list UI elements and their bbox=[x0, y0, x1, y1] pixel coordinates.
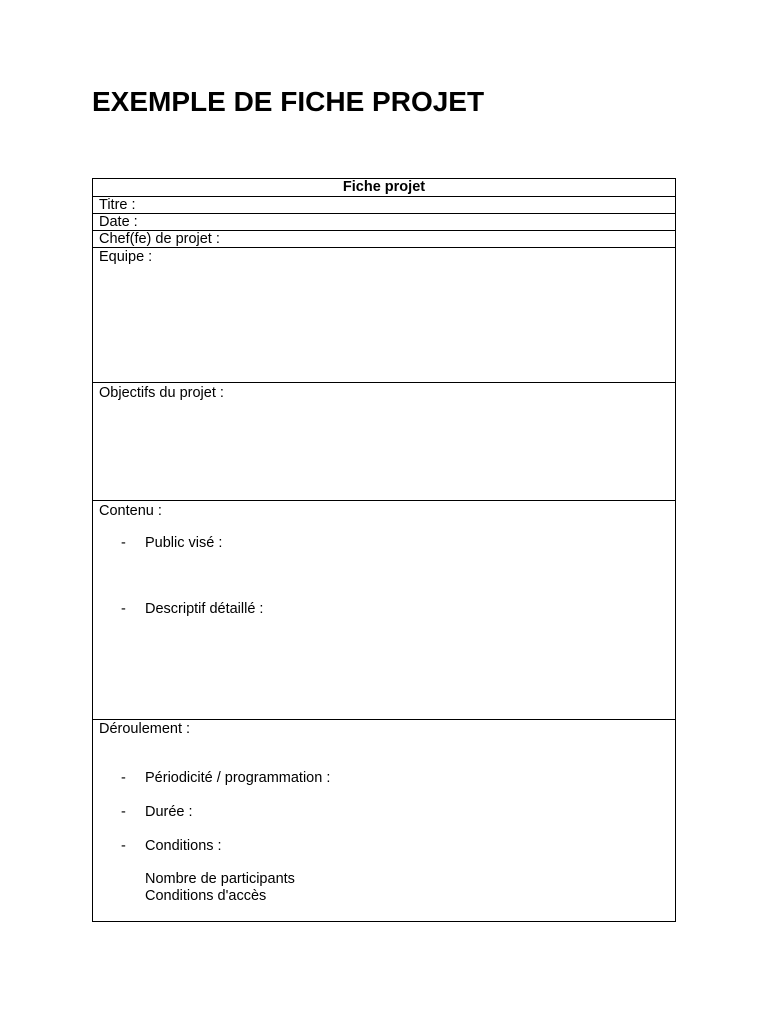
periodicite-item bbox=[121, 770, 330, 786]
duree-label: Durée : bbox=[145, 804, 193, 820]
deroulement-label: Déroulement : bbox=[99, 721, 191, 737]
sheet-header-label: Fiche projet bbox=[342, 179, 426, 195]
descriptif-item bbox=[121, 601, 263, 617]
equipe-label: Equipe : bbox=[99, 249, 153, 265]
duree-item bbox=[121, 804, 193, 820]
titre-label: Titre : bbox=[99, 197, 136, 213]
periodicite-label: Périodicité / programmation : bbox=[145, 770, 331, 786]
dash-marker: - bbox=[121, 535, 126, 551]
date-row bbox=[93, 214, 675, 231]
dash-marker: - bbox=[121, 770, 126, 786]
dash-marker: - bbox=[121, 838, 126, 854]
public-vise-item bbox=[121, 535, 222, 551]
conditions-label: Conditions : bbox=[145, 838, 222, 854]
titre-row bbox=[93, 197, 675, 214]
conditions-acces-label: Conditions d'accès bbox=[145, 888, 267, 904]
dash-marker: - bbox=[121, 601, 126, 617]
chef-de-projet-label: Chef(fe) de projet : bbox=[99, 231, 220, 247]
contenu-row bbox=[93, 501, 675, 720]
sheet-header bbox=[93, 179, 675, 197]
nombre-participants-label: Nombre de participants bbox=[145, 871, 295, 887]
project-sheet-table bbox=[92, 178, 676, 922]
descriptif-label: Descriptif détaillé : bbox=[145, 601, 264, 617]
equipe-row bbox=[93, 248, 675, 383]
public-vise-label: Public visé : bbox=[145, 535, 223, 551]
objectifs-label: Objectifs du projet : bbox=[99, 385, 224, 401]
date-label: Date : bbox=[99, 214, 138, 230]
conditions-item bbox=[121, 838, 222, 854]
contenu-label: Contenu : bbox=[99, 503, 162, 519]
chef-de-projet-row bbox=[93, 231, 675, 248]
dash-marker: - bbox=[121, 804, 126, 820]
objectifs-row bbox=[93, 383, 675, 501]
deroulement-row bbox=[93, 720, 675, 921]
page-title: EXEMPLE DE FICHE PROJET bbox=[92, 86, 485, 117]
